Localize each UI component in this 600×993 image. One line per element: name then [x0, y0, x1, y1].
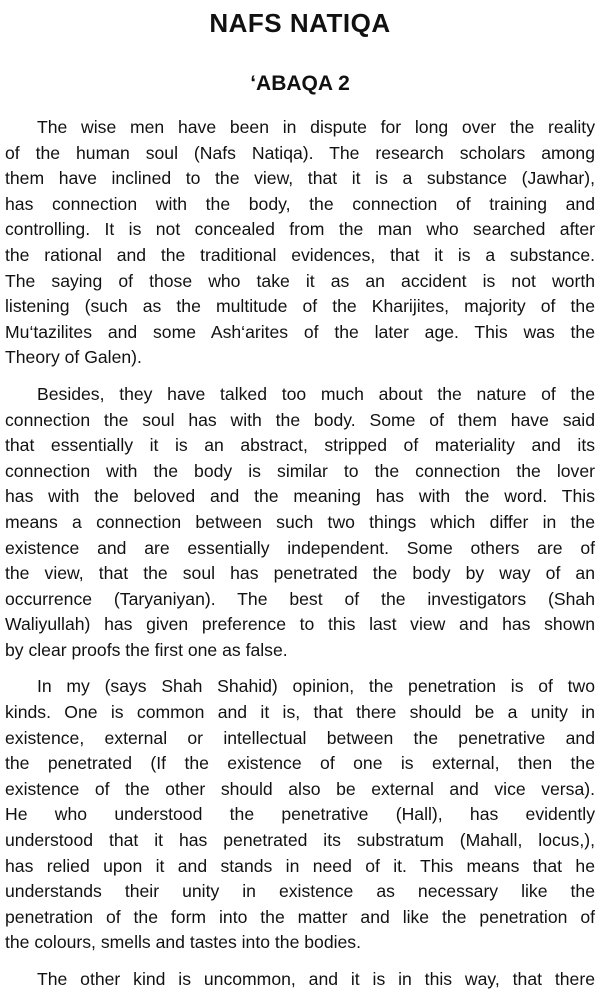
text-line: by clear proofs the first one as false.: [5, 639, 288, 660]
text-line: The other kind is uncommon, and it is in this way, that there: [37, 969, 595, 989]
text-line: connection with the body is similar to the connection the lover: [5, 460, 595, 481]
text-line: Besides, they have talked too much about the nature of the: [37, 383, 595, 404]
paragraph-3: [5, 674, 595, 956]
text-line: existence, external or intellectual between the penetrative and: [5, 727, 595, 748]
text-line: The saying of those who take it as an accident is not worth: [5, 270, 595, 291]
text-line: that essentially it is an abstract, stripped of materiality and its: [5, 435, 595, 456]
text-line: the colours, smells and tastes into the bodies.: [5, 932, 361, 953]
text-line: has connection with the body, the connection of training and: [5, 193, 595, 214]
text-line: controlling. It is not concealed from the man who searched after: [5, 219, 595, 240]
text-line: the penetrated (If the existence of one is external, then the: [5, 753, 595, 774]
section-heading: ‘ABAQA 2: [250, 72, 350, 95]
text-line: means a connection between such two things which differ in the: [5, 511, 595, 532]
text-line: Waliyullah) has given preference to this last view and has shown: [5, 614, 595, 635]
paragraph-4: [5, 967, 595, 993]
page-title: NAFS NATIQA: [209, 8, 391, 38]
text-line: of the human soul (Nafs Natiqa). The research scholars among: [5, 142, 595, 163]
paragraph-1: [5, 115, 595, 371]
text-line: existence and are essentially independent. Some others are of: [5, 537, 595, 558]
text-line: understood that it has penetrated its substratum (Mahall, locus,),: [5, 830, 595, 851]
text-line: has relied upon it and stands in need of it. This means that he: [5, 855, 595, 876]
paragraph-2: [5, 382, 595, 664]
text-line: has with the beloved and the meaning has with the word. This: [5, 486, 595, 507]
text-line: them have inclined to the view, that it is a substance (Jawhar),: [5, 168, 595, 189]
text-line: penetration of the form into the matter and like the penetration of: [5, 906, 595, 927]
document-page: [5, 0, 595, 993]
text-line: understands their unity in existence as necessary like the: [5, 881, 595, 902]
text-line: kinds. One is common and it is, that there should be a unity in: [5, 702, 595, 723]
text-line: the view, that the soul has penetrated the body by way of an: [5, 563, 595, 584]
text-line: connection the soul has with the body. Some of them have said: [5, 409, 595, 430]
text-line: He who understood the penetrative (Hall), has evidently: [5, 804, 595, 825]
text-line: occurrence (Taryaniyan). The best of the investigators (Shah: [5, 588, 595, 609]
text-line: Theory of Galen).: [5, 347, 142, 368]
text-line: The wise men have been in dispute for long over the reality: [37, 117, 595, 137]
text-line: listening (such as the multitude of the Kharijites, majority of the: [5, 296, 595, 317]
text-line: the rational and the traditional evidences, that it is a substance.: [5, 244, 595, 265]
text-line: Mu‘tazilites and some Ash‘arites of the later age. This was the: [5, 321, 595, 342]
text-line: In my (says Shah Shahid) opinion, the penetration is of two: [37, 676, 595, 697]
text-line: existence of the other should also be external and vice versa).: [5, 778, 595, 799]
